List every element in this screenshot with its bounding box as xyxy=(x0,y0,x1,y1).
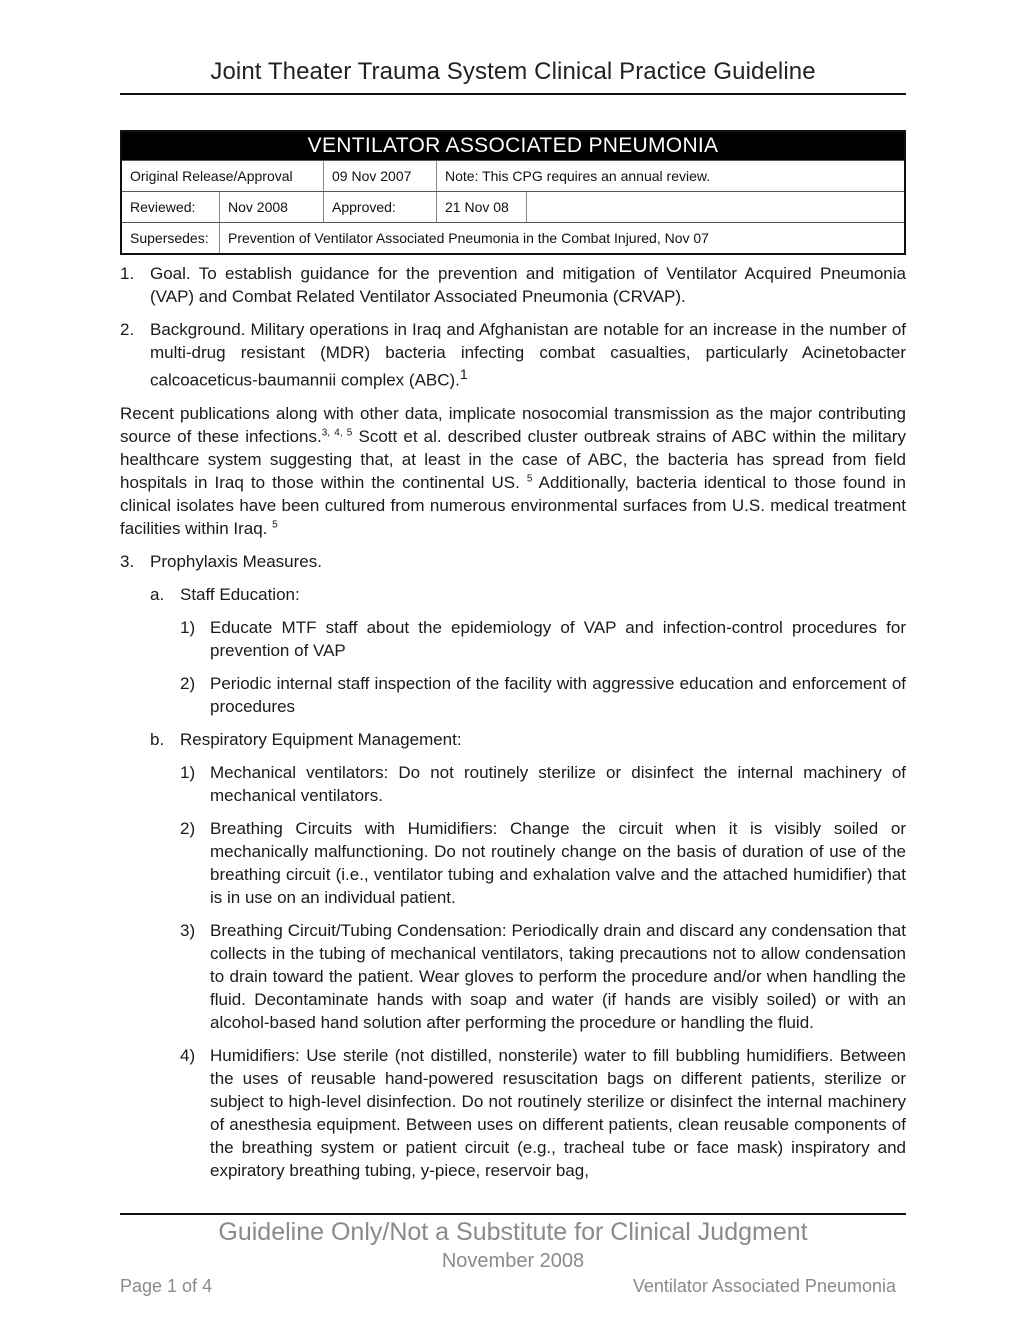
reviewed-label: Reviewed: xyxy=(122,192,220,222)
section-background xyxy=(120,318,906,392)
section-number: 1. xyxy=(120,264,135,283)
section-text xyxy=(150,318,906,392)
list-item xyxy=(120,672,906,718)
recent-text-3: Additionally, bacteria identical to those found in clinical isolates have been cultured from numerous environmental surfaces from U.S. medical treatment facilities within Iraq. xyxy=(120,472,906,538)
info-table xyxy=(120,130,906,255)
footer-date: November 2008 xyxy=(441,1250,585,1272)
list-item-number: 4) xyxy=(180,1045,196,1065)
header-divider xyxy=(120,93,906,95)
background-text: Background. Military operations in Iraq and Afghanistan are notable for an increase in the number of multi-drug resistant (MDR) bacteria infecting combat casualties, particularly Acinetobacter calcoaceticus-baumannii complex (ABC). xyxy=(150,320,906,390)
page-number: Page 1 of 4 xyxy=(120,1276,213,1296)
list-item-number: 1) xyxy=(180,617,196,637)
section-prophylaxis xyxy=(120,550,906,573)
footnote-ref: 3, 4, 5 xyxy=(321,427,353,438)
list-item xyxy=(120,919,906,1034)
subsection-staff-education xyxy=(120,583,906,606)
list-item xyxy=(120,761,906,807)
info-row-release xyxy=(122,160,904,191)
review-note: Note: This CPG requires an annual review. xyxy=(445,168,711,184)
document-body xyxy=(120,262,906,1192)
recent-text-2: Scott et al. described cluster outbreak strains of ABC within the military healthcare system suggesting that, at least in the case of ABC, the bacteria has spread from field hospitals in Iraq to those within the continental US. xyxy=(120,426,906,492)
list-item-text: Educate MTF staff about the epidemiology of VAP and infection-control procedures for prevention of VAP xyxy=(210,617,906,660)
subsection-text: Respiratory Equipment Management: xyxy=(180,729,462,749)
info-row-supersedes xyxy=(122,222,904,253)
list-item-text: Mechanical ventilators: Do not routinely sterilize or disinfect the internal machinery of mechanical ventilators. xyxy=(210,762,906,805)
reviewed-value: Nov 2008 xyxy=(220,192,324,222)
list-item xyxy=(120,616,906,662)
list-item-text: Breathing Circuit/Tubing Condensation: Periodically drain and discard any condensation that collects in the tubing of mechanical ventilators, taking precautions not to allow condensation to drain toward the patient. Wear gloves to perform the procedure and/or when handling the fluid. Decontaminate hands with soap and water (if hands are visibly soiled) or with an alcohol-based hand solution after performing the procedure or handling the fluid. xyxy=(210,920,906,1032)
footer-divider xyxy=(120,1213,906,1215)
list-item-text: Humidifiers: Use sterile (not distilled, nonsterile) water to fill bubbling humidifiers. Between the uses of reusable hand-powered resuscitation bags on different patients, sterilize or subject to high-level disinfection. Do not routinely sterilize or disinfect the internal machinery of anesthesia equipment. Between uses on different patients, clean reusable components of the breathing system or patient circuit (e.g., tracheal tube or face mask) inspiratory and expiratory breathing tubing, y-piece, reservoir bag, xyxy=(210,1045,906,1180)
section-number: 3. xyxy=(120,551,135,571)
footer-disclaimer: Guideline Only/Not a Substitute for Clinical Judgment xyxy=(218,1218,808,1246)
supersedes-value: Prevention of Ventilator Associated Pneumonia in the Combat Injured, Nov 07 xyxy=(228,230,709,246)
footnote-ref: 5 xyxy=(272,519,278,530)
list-item-number: 2) xyxy=(180,673,196,693)
subsection-text: Staff Education: xyxy=(180,584,300,604)
section-text: Goal. To establish guidance for the prevention and mitigation of Ventilator Acquired Pneumonia (VAP) and Combat Related Ventilator Associated Pneumonia (CRVAP). xyxy=(150,264,906,306)
approved-value: 21 Nov 08 xyxy=(437,192,527,222)
footnote-ref: 5 xyxy=(526,473,533,484)
subsection-letter: a. xyxy=(150,584,165,604)
recent-text-1: Recent publications along with other data, implicate nosocomial transmission as the major contributing source of these infections. xyxy=(120,403,906,446)
section-text: Prophylaxis Measures. xyxy=(150,551,322,571)
release-date: 09 Nov 2007 xyxy=(324,161,437,191)
supersedes-label: Supersedes: xyxy=(122,223,220,253)
empty-cell xyxy=(527,192,904,222)
subsection-equipment xyxy=(120,728,906,751)
header-title: Joint Theater Trauma System Clinical Practice Guideline xyxy=(210,58,816,85)
info-table-title: VENTILATOR ASSOCIATED PNEUMONIA xyxy=(122,132,904,160)
info-row-review xyxy=(122,191,904,222)
section-number: 2. xyxy=(120,320,135,339)
paragraph-recent-publications xyxy=(120,402,906,540)
list-item-number: 2) xyxy=(180,818,196,838)
list-item-text: Periodic internal staff inspection of the facility with aggressive education and enforcement of procedures xyxy=(210,673,906,716)
subsection-letter: b. xyxy=(150,729,165,749)
footnote-ref: 1 xyxy=(459,367,468,383)
list-item-text: Breathing Circuits with Humidifiers: Change the circuit when it is visibly soiled or mechanically malfunctioning. Do not routinely change on the basis of duration of use of the breathing circuit (i.e., ventilator tubing and exhalation valve and the attached humidifier) that is in use on an individual patient. xyxy=(210,818,906,907)
footer-topic: Ventilator Associated Pneumonia xyxy=(632,1276,896,1296)
list-item xyxy=(120,1044,906,1182)
list-item-number: 1) xyxy=(180,762,196,782)
section-goal xyxy=(120,262,906,308)
release-label: Original Release/Approval xyxy=(122,161,324,191)
approved-label: Approved: xyxy=(324,192,437,222)
list-item-number: 3) xyxy=(180,920,196,940)
list-item xyxy=(120,817,906,909)
